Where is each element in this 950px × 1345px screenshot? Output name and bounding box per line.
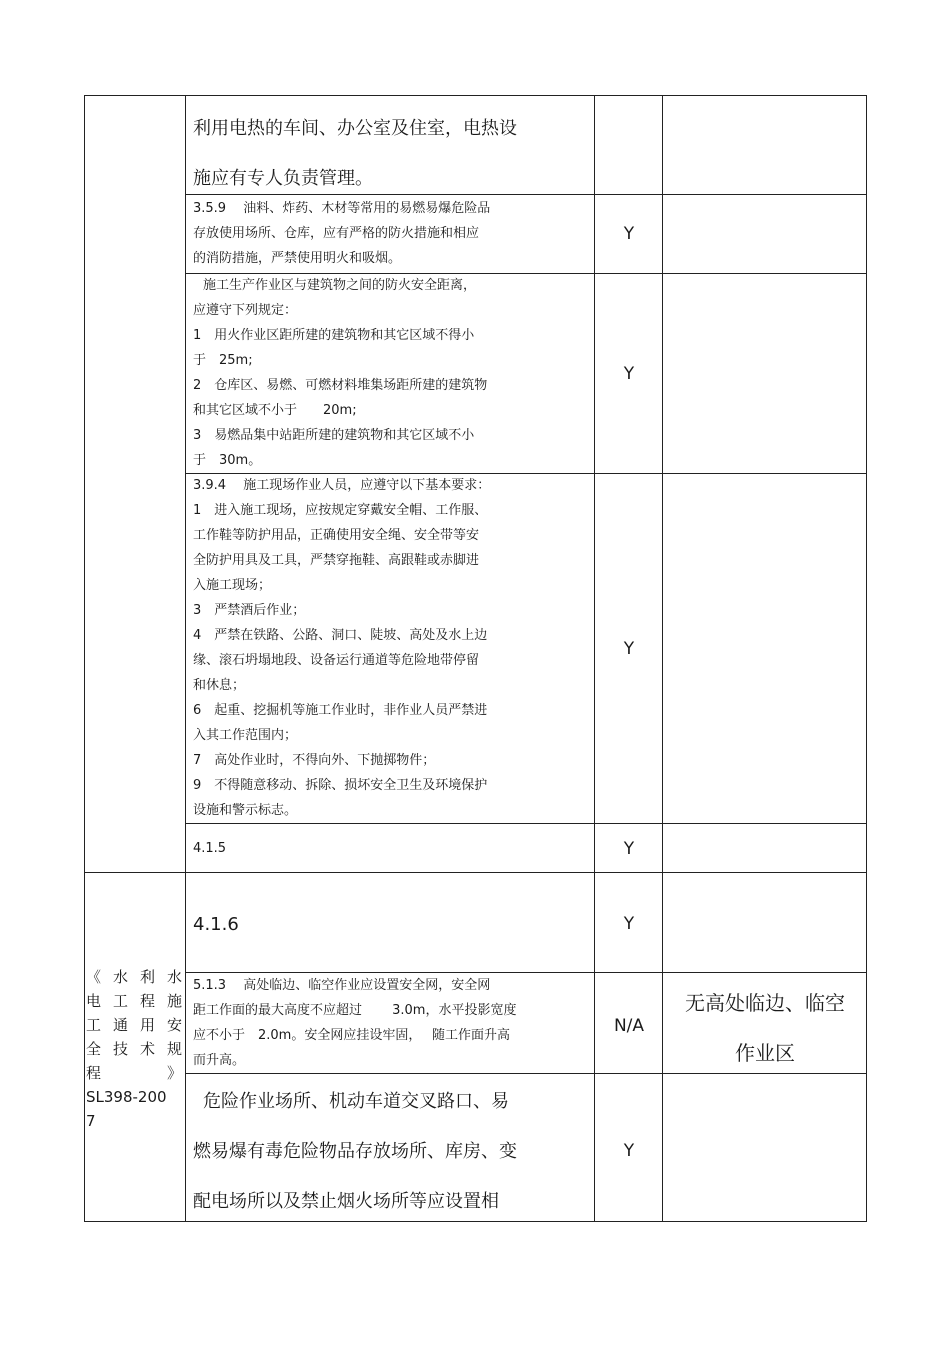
clause-line: 4.1.6 xyxy=(193,914,239,935)
clause-line: 的消防措施，严禁使用明火和吸烟。 xyxy=(193,251,402,266)
result-mark: Y xyxy=(623,1141,635,1161)
clause-cell xyxy=(193,196,490,271)
clause-line: 入施工现场； xyxy=(193,578,272,593)
clause-line: 而升高。 xyxy=(193,1053,246,1068)
clause-line: 全防护用具及工具，严禁穿拖鞋、高跟鞋或赤脚进 xyxy=(193,553,480,568)
clause-line: 于 25m; xyxy=(193,353,253,368)
result-mark: Y xyxy=(623,639,635,659)
remark-line: 无高处临边、临空 xyxy=(685,991,845,1015)
standard-name-line: 工通用安 xyxy=(86,1016,182,1034)
result-mark: N/A xyxy=(613,1016,645,1036)
clause-line: 应不小于 2.0m。安全网应挂设牢固， 随工作面升高 xyxy=(193,1028,510,1043)
standard-code-line: 7 xyxy=(86,1112,96,1130)
clause-line: 4 严禁在铁路、公路、洞口、陡坡、高处及水上边 xyxy=(193,628,488,643)
standard-code-line: SL398-200 xyxy=(86,1088,167,1106)
clause-line: 和其它区域不小于 20m; xyxy=(193,403,357,418)
clause-cell xyxy=(193,473,490,823)
clause-line: 存放使用场所、仓库，应有严格的防火措施和相应 xyxy=(193,226,480,241)
clause-line: 6 起重、挖掘机等施工作业时，非作业人员严禁进 xyxy=(193,703,488,718)
clause-line: 4.1.5 xyxy=(193,841,227,856)
col-border-left xyxy=(84,95,85,1222)
clause-line: 施工生产作业区与建筑物之间的防火安全距离， xyxy=(203,278,477,293)
clause-line: 入其工作范围内； xyxy=(193,728,298,743)
group-divider xyxy=(84,872,867,873)
clause-cell xyxy=(193,912,239,938)
standard-name-line: 电工程施 xyxy=(86,992,182,1010)
remark-cell xyxy=(664,978,866,1078)
remark-line: 作业区 xyxy=(735,1041,795,1065)
result-mark: Y xyxy=(623,914,635,934)
result-mark: Y xyxy=(623,364,635,384)
clause-line: 利用电热的车间、办公室及住室，电热设 xyxy=(193,118,517,139)
clause-line: 配电场所以及禁止烟火场所等应设置相 xyxy=(193,1191,499,1212)
standard-name-cell xyxy=(86,965,182,1133)
col-border-right xyxy=(866,95,867,1222)
clause-cell xyxy=(193,1077,517,1227)
clause-line: 于 30m。 xyxy=(193,453,262,468)
col-border xyxy=(185,95,186,1222)
table-border-top xyxy=(84,95,867,96)
clause-line: 工作鞋等防护用品，正确使用安全绳、安全带等安 xyxy=(193,528,480,543)
clause-line: 1 进入施工现场，应按规定穿戴安全帽、工作服、 xyxy=(193,503,488,518)
clause-line: 设施和警示标志。 xyxy=(193,803,298,818)
standard-name-line: 《水利水 xyxy=(86,968,182,986)
clause-line: 5.1.3 高处临边、临空作业应设置安全网，安全网 xyxy=(193,978,491,993)
clause-cell xyxy=(193,836,226,861)
clause-cell xyxy=(193,273,487,473)
clause-line: 应遵守下列规定： xyxy=(193,303,298,318)
clause-line: 施应有专人负责管理。 xyxy=(193,168,373,189)
row-divider xyxy=(185,823,867,824)
clause-line: 9 不得随意移动、拆除、损坏安全卫生及环境保护 xyxy=(193,778,488,793)
clause-line: 3.9.4 施工现场作业人员，应遵守以下基本要求： xyxy=(193,478,491,493)
clause-line: 7 高处作业时，不得向外、下抛掷物件； xyxy=(193,753,436,768)
clause-line: 1 用火作业区距所建的建筑物和其它区域不得小 xyxy=(193,328,475,343)
clause-line: 和休息； xyxy=(193,678,246,693)
standard-name-line: 程 》 xyxy=(86,1064,182,1082)
clause-line: 距工作面的最大高度不应超过 3.0m，水平投影宽度 xyxy=(193,1003,517,1018)
clause-line: 2 仓库区、易燃、可燃材料堆集场距所建的建筑物 xyxy=(193,378,488,393)
standard-name-line: 全技术规 xyxy=(86,1040,182,1058)
clause-cell xyxy=(193,973,516,1073)
clause-line: 3.5.9 油料、炸药、木材等常用的易燃易爆危险品 xyxy=(193,201,491,216)
clause-cell xyxy=(193,104,517,204)
clause-line: 缘、滚石坍塌地段、设备运行通道等危险地带停留 xyxy=(193,653,480,668)
clause-line: 3 严禁酒后作业； xyxy=(193,603,306,618)
clause-line: 危险作业场所、机动车道交叉路口、易 xyxy=(203,1091,509,1112)
result-mark: Y xyxy=(623,839,635,859)
result-mark: Y xyxy=(623,224,635,244)
clause-line: 3 易燃品集中站距所建的建筑物和其它区域不小 xyxy=(193,428,475,443)
clause-line: 燃易爆有毒危险物品存放场所、库房、变 xyxy=(193,1141,517,1162)
